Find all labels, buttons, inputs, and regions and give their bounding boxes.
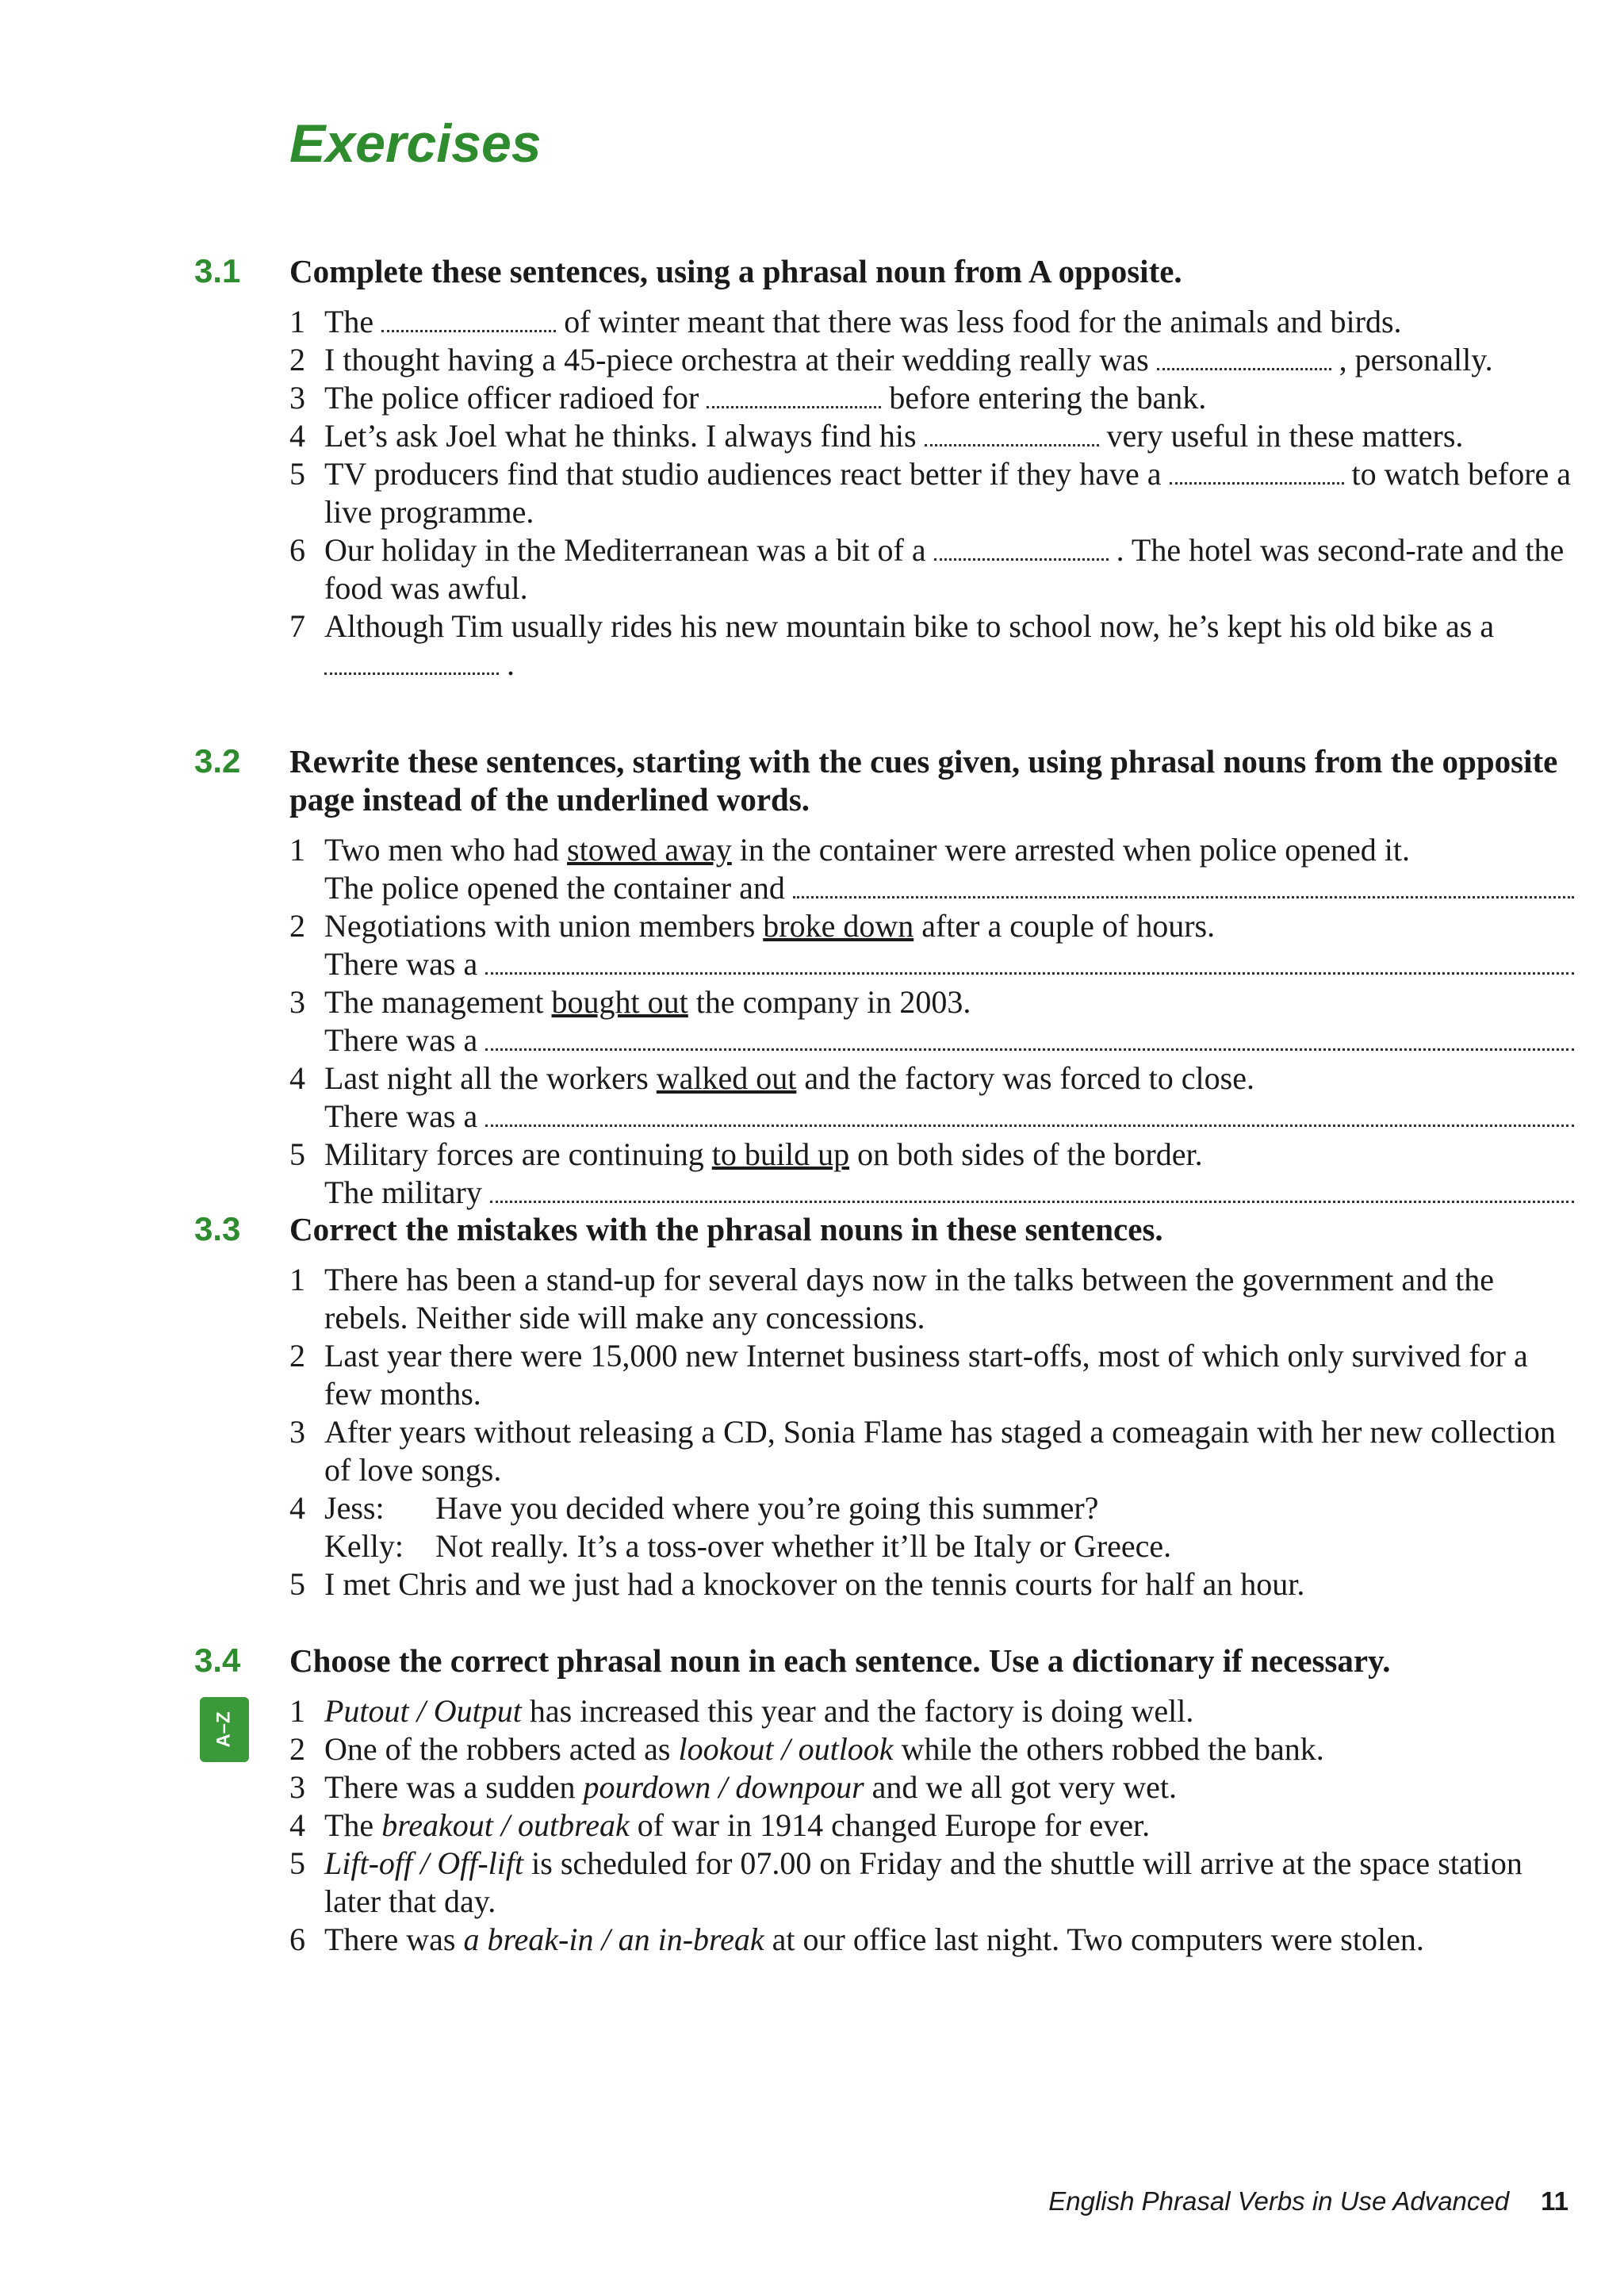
dialogue-line: Jess: Have you decided where you’re going this summer? (324, 1490, 1099, 1526)
exercise-instruction: Correct the mistakes with the phrasal nouns in these sentences. (289, 1211, 1163, 1247)
exercise-number: 3.4 (194, 1642, 241, 1679)
choice-options[interactable]: lookout / outlook (678, 1731, 894, 1767)
answer-line[interactable] (793, 874, 1574, 898)
answer-gap[interactable] (381, 306, 556, 332)
list-item: 1 Putout / Output has increased this year and the factory is doing well. (289, 1693, 1194, 1729)
cue-line: There was a (324, 1021, 1574, 1059)
list-item: 5 Lift-off / Off-lift is scheduled for 07.00 on Friday and the shuttle will arrive at the space station later that day. (289, 1845, 1522, 1919)
answer-line[interactable] (490, 1178, 1574, 1203)
cue-line: The police opened the container and (324, 869, 1574, 907)
list-item: 6 There was a break-in / an in-break at our office last night. Two computers were stolen. (289, 1921, 1424, 1957)
choice-options[interactable]: Putout / Output (324, 1693, 522, 1729)
underlined-phrase: walked out (656, 1060, 797, 1096)
list-item: 2 Last year there were 15,000 new Internet business start-offs, most of which only survived for a few months. (289, 1338, 1528, 1412)
answer-line[interactable] (485, 1026, 1574, 1051)
underlined-phrase: bought out (551, 984, 688, 1020)
list-item: 6 Our holiday in the Mediterranean was a bit of a . The hotel was second-rate and the food was awful. (289, 532, 1565, 606)
answer-line[interactable] (485, 950, 1574, 975)
list-item: 3 After years without releasing a CD, Sonia Flame has staged a comeagain with her new collection of love songs. (289, 1414, 1556, 1488)
page-number: 11 (1541, 2186, 1568, 2216)
dialogue-line: Kelly: Not really. It’s a toss-over whether it’ll be Italy or Greece. (324, 1528, 1172, 1564)
list-item: 7 Although Tim usually rides his new mountain bike to school now, he’s kept his old bike as a . (289, 608, 1495, 682)
list-item: 5 Military forces are continuing to build up on both sides of the border. The military (289, 1136, 1574, 1212)
list-item: 1 The of winter meant that there was less food for the animals and birds. (289, 304, 1402, 339)
list-item: 3 The police officer radioed for before entering the bank. (289, 380, 1207, 416)
list-item: 2 Negotiations with union members broke down after a couple of hours. There was a (289, 907, 1574, 983)
underlined-phrase: to build up (711, 1136, 850, 1172)
underlined-phrase: broke down (763, 908, 914, 944)
exercise-instruction: Choose the correct phrasal noun in each sentence. Use a dictionary if necessary. (289, 1642, 1391, 1679)
list-item: 2 One of the robbers acted as lookout / outlook while the others robbed the bank. (289, 1731, 1324, 1767)
exercise-items (289, 1261, 1574, 1603)
answer-gap[interactable] (1170, 458, 1344, 485)
underlined-phrase: stowed away (567, 832, 732, 868)
list-item: 4 Let’s ask Joel what he thinks. I always find his very useful in these matters. (289, 418, 1464, 454)
exercise-items (289, 831, 1574, 1212)
book-title: English Phrasal Verbs in Use Advanced (1048, 2186, 1510, 2216)
list-item: 3 The management bought out the company in 2003. There was a (289, 983, 1574, 1059)
dictionary-icon: A–Z (200, 1697, 249, 1762)
exercise-number: 3.2 (194, 742, 241, 780)
list-item: 1 Two men who had stowed away in the container were arrested when police opened it. The police opened the container and (289, 831, 1574, 907)
cue-line: There was a (324, 1098, 1574, 1136)
choice-options[interactable]: Lift-off / Off-lift (324, 1845, 524, 1881)
choice-options[interactable]: a break-in / an in-break (463, 1921, 764, 1957)
list-item: 4 Jess: Have you decided where you’re going this summer? Kelly: Not really. It’s a toss-over whether it’ll be Italy or Greece. (289, 1489, 1574, 1565)
list-item: 4 The breakout / outbreak of war in 1914 changed Europe for ever. (289, 1807, 1151, 1843)
exercise-instruction: Rewrite these sentences, starting with the cues given, using phrasal nouns from the opposite page instead of the underlined words. (289, 743, 1558, 818)
choice-options[interactable]: pourdown / downpour (583, 1769, 864, 1805)
answer-gap[interactable] (707, 382, 881, 408)
cue-line: There was a (324, 945, 1574, 983)
cue-line: The military (324, 1174, 1574, 1212)
list-item: 5 I met Chris and we just had a knockover on the tennis courts for half an hour. (289, 1566, 1305, 1602)
list-item: 1 There has been a stand-up for several days now in the talks between the government and the rebels. Neither side will make any concessions. (289, 1262, 1495, 1335)
page-title: Exercises (289, 113, 542, 174)
exercise-number: 3.1 (194, 252, 241, 289)
exercise-instruction: Complete these sentences, using a phrasal noun from A opposite. (289, 253, 1182, 289)
answer-gap[interactable] (925, 420, 1099, 446)
list-item: 2 I thought having a 45-piece orchestra at their wedding really was , personally. (289, 342, 1493, 377)
answer-gap[interactable] (324, 649, 499, 675)
list-item: 3 There was a sudden pourdown / downpour and we all got very wet. (289, 1769, 1177, 1805)
answer-gap[interactable] (934, 534, 1109, 561)
answer-line[interactable] (485, 1102, 1574, 1127)
page-footer (1048, 2186, 1568, 2216)
exercise-items (289, 303, 1574, 684)
list-item: 4 Last night all the workers walked out and the factory was forced to close. There was a (289, 1059, 1574, 1136)
choice-options[interactable]: breakout / outbreak (381, 1807, 630, 1843)
answer-gap[interactable] (1157, 344, 1331, 370)
exercise-number: 3.3 (194, 1210, 241, 1247)
exercise-items (289, 1692, 1574, 1959)
list-item: 5 TV producers find that studio audiences react better if they have a to watch before a live programme. (289, 456, 1572, 530)
